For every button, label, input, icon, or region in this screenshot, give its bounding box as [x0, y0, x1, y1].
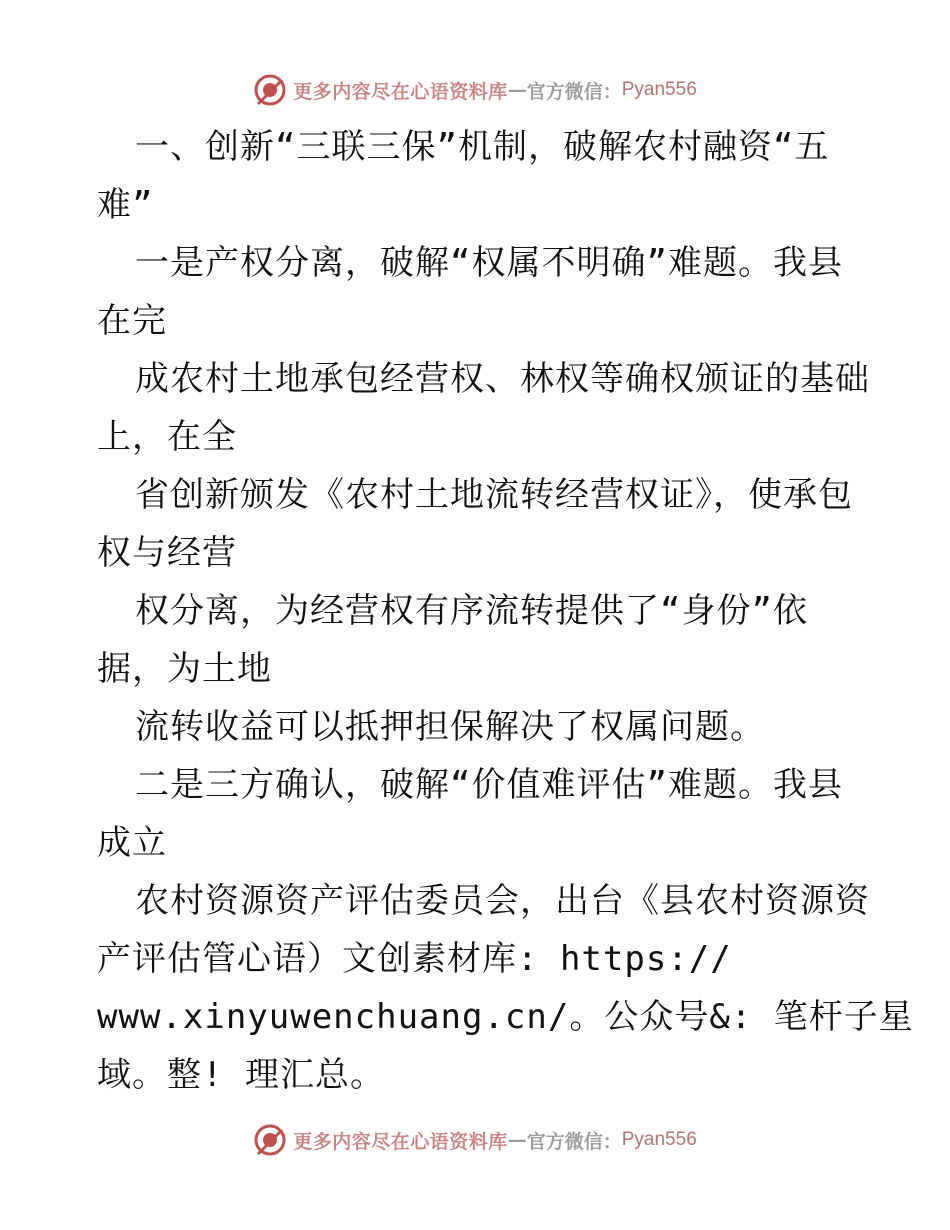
text-line: 在完 — [97, 301, 167, 341]
text-line: www.xinyuwenchuang.cn/。公众号&: 笔杆子星 — [97, 997, 914, 1037]
header-watermark — [0, 70, 950, 110]
text-line: 产评估管心语）文创素材库: https:// — [97, 939, 732, 979]
watermark-wechat-label: 官方微信： — [526, 80, 622, 103]
text-line: 一、创新“三联三保”机制，破解农村融资“五 — [135, 127, 830, 167]
watermark-main-text: 更多内容尽在心语资料库 — [293, 80, 508, 103]
text-line: 一是产权分离，破解“权属不明确”难题。我县 — [135, 243, 843, 283]
text-line: 农村资源资产评估委员会，出台《县农村资源资 — [135, 881, 870, 921]
pen-logo-icon — [253, 73, 287, 107]
pen-logo-icon — [253, 1123, 287, 1157]
watermark-wechat-label: 官方微信： — [526, 1130, 622, 1153]
text-line: 成立 — [97, 823, 167, 863]
text-line: 成农村土地承包经营权、林权等确权颁证的基础 — [135, 359, 870, 399]
watermark-wechat-id: Pyan556 — [621, 79, 697, 100]
watermark-dash: — — [507, 1129, 527, 1151]
text-line: 权与经营 — [97, 533, 237, 573]
text-line: 流转收益可以抵押担保解决了权属问题。 — [135, 707, 765, 747]
watermark-wechat-id: Pyan556 — [621, 1129, 697, 1150]
document-body — [97, 118, 914, 1104]
footer-watermark — [0, 1120, 950, 1160]
text-line: 上，在全 — [97, 417, 237, 457]
text-line: 省创新颁发《农村土地流转经营权证》，使承包 — [135, 475, 853, 515]
text-line: 二是三方确认，破解“价值难评估”难题。我县 — [135, 765, 843, 805]
watermark-main-text: 更多内容尽在心语资料库 — [293, 1130, 508, 1153]
text-line: 难” — [97, 185, 154, 225]
text-line: 权分离，为经营权有序流转提供了“身份”依 — [135, 591, 808, 631]
text-line: 据，为土地 — [97, 649, 272, 689]
watermark-dash: — — [507, 79, 527, 101]
text-line: 域。整! 理汇总。 — [97, 1055, 385, 1095]
